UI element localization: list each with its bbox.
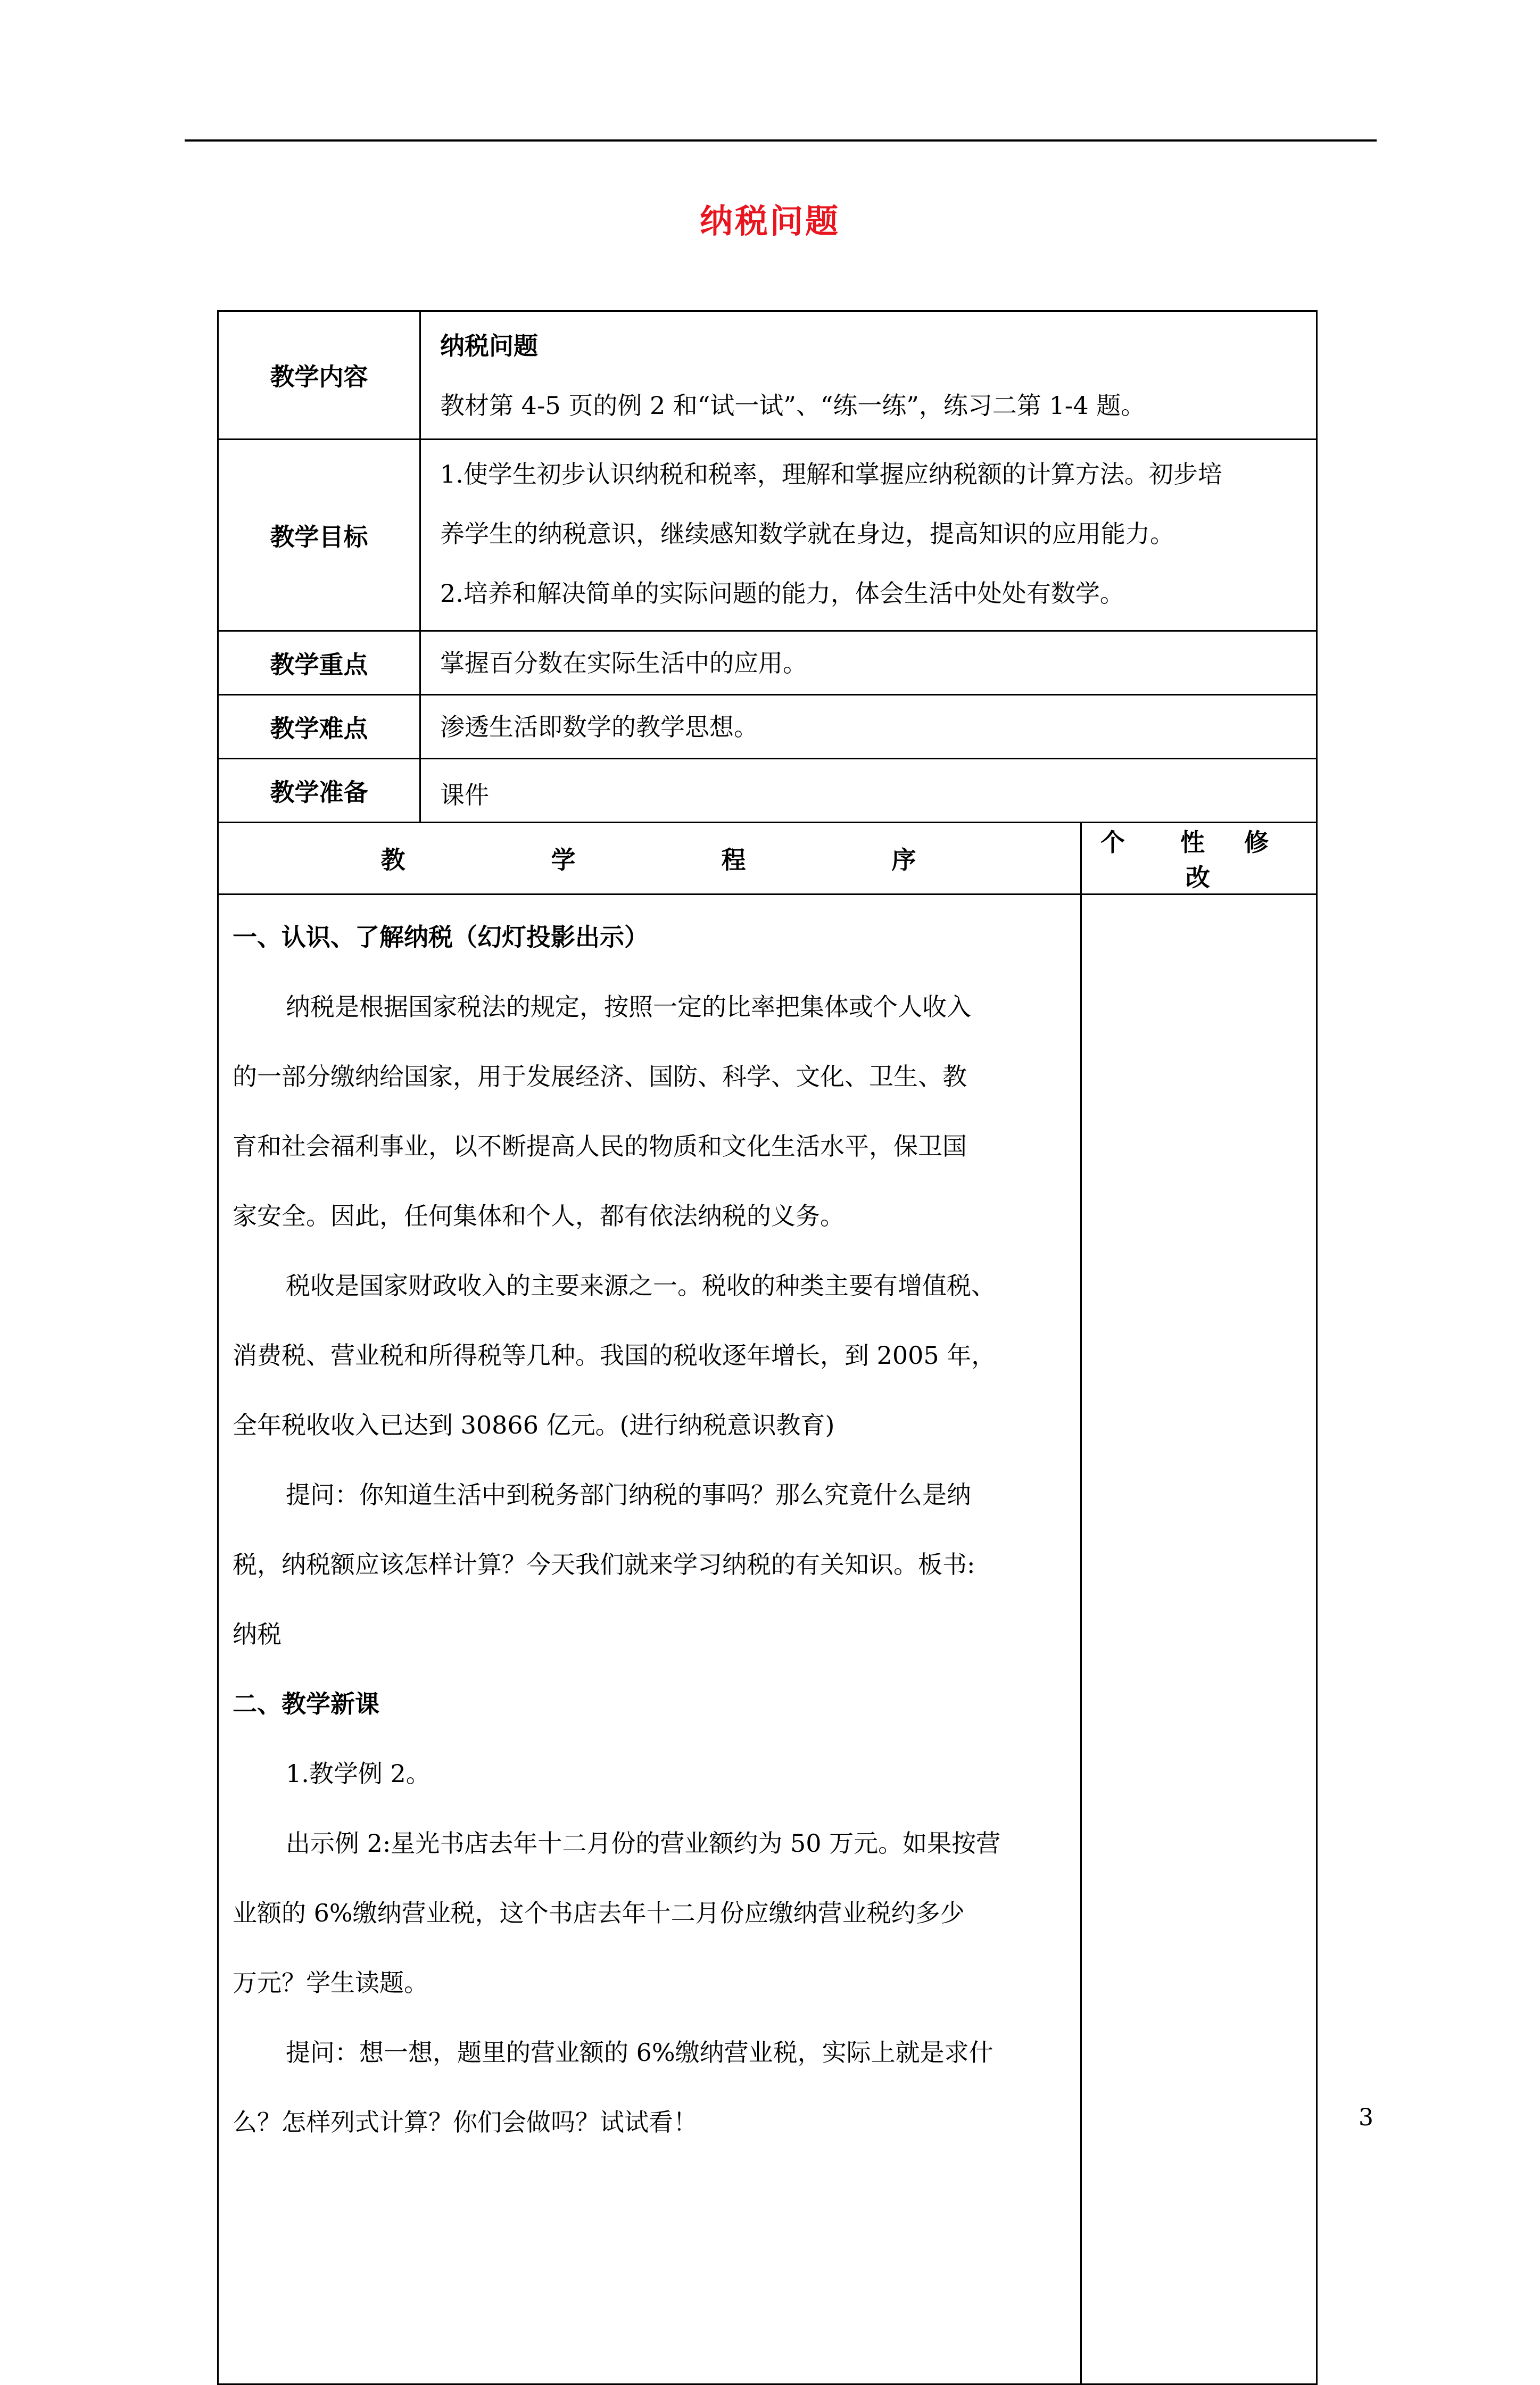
section-heading: 一、认识、了解纳税（幻灯投影出示） bbox=[233, 923, 649, 951]
teaching-content-title: 纳税问题 bbox=[440, 332, 538, 360]
notes-header-char: 修 bbox=[1244, 828, 1271, 857]
program-text-line: 业额的 6%缴纳营业税，这个书店去年十二月份应缴纳营业税约多少 bbox=[233, 1899, 965, 1927]
program-text-line: 提问：想一想，题里的营业额的 6%缴纳营业税，实际上就是求什 bbox=[286, 2038, 993, 2067]
program-text-line: 出示例 2:星光书店去年十二月份的营业额约为 50 万元。如果按营 bbox=[286, 1829, 1001, 1858]
program-text-line: 纳税是根据国家税法的规定，按照一定的比率把集体或个人收入 bbox=[286, 992, 971, 1021]
row-difficulties bbox=[218, 695, 1317, 759]
row-teaching-content bbox=[218, 311, 1317, 440]
page-number: 3 bbox=[1359, 2104, 1373, 2131]
row-program-header bbox=[218, 823, 1317, 895]
goal-line: 2.培养和解决简单的实际问题的能力，体会生活中处处有数学。 bbox=[440, 579, 1124, 608]
label-teaching-goals: 教学目标 bbox=[218, 440, 420, 631]
program-body bbox=[218, 895, 1081, 2384]
row-preparation bbox=[218, 759, 1317, 823]
program-text-line: 纳税 bbox=[233, 1620, 281, 1649]
program-text-line: 育和社会福利事业，以不断提高人民的物质和文化生活水平，保卫国 bbox=[233, 1132, 967, 1161]
program-text-line: 全年税收收入已达到 30866 亿元。(进行纳税意识教育) bbox=[233, 1411, 835, 1439]
notes-column bbox=[1081, 895, 1317, 2384]
row-key-points bbox=[218, 631, 1317, 695]
goal-line: 养学生的纳税意识，继续感知数学就在身边，提高知识的应用能力。 bbox=[440, 519, 1174, 548]
notes-header-char: 改 bbox=[1186, 863, 1212, 892]
key-points-text: 掌握百分数在实际生活中的应用。 bbox=[440, 648, 807, 677]
notes-header bbox=[1081, 823, 1317, 895]
teaching-content-cell bbox=[420, 311, 1317, 440]
teaching-content-desc: 教材第 4-5 页的例 2 和“试一试”、“练一练”，练习二第 1-4 题。 bbox=[440, 391, 1146, 420]
difficulties-text: 渗透生活即数学的教学思想。 bbox=[440, 712, 758, 741]
notes-header-char: 个 bbox=[1100, 828, 1127, 857]
program-text-line: 的一部分缴纳给国家，用于发展经济、国防、科学、文化、卫生、教 bbox=[233, 1062, 967, 1091]
program-text-line: 税收是国家财政收入的主要来源之一。税收的种类主要有增值税、 bbox=[286, 1271, 996, 1300]
label-teaching-content: 教学内容 bbox=[218, 311, 420, 440]
header-rule bbox=[185, 139, 1377, 142]
teaching-goals-cell bbox=[420, 440, 1317, 631]
program-text-line: 么？怎样列式计算？你们会做吗？试试看！ bbox=[233, 2108, 698, 2136]
difficulties-cell bbox=[420, 695, 1317, 759]
preparation-text: 课件 bbox=[440, 781, 489, 809]
program-header-char: 序 bbox=[891, 846, 918, 874]
label-difficulties: 教学难点 bbox=[218, 695, 420, 759]
notes-header-char: 性 bbox=[1180, 828, 1207, 857]
preparation-cell bbox=[420, 759, 1317, 823]
lesson-plan-table bbox=[217, 310, 1318, 2385]
label-key-points: 教学重点 bbox=[218, 631, 420, 695]
goal-line: 1.使学生初步认识纳税和税率，理解和掌握应纳税额的计算方法。初步培 bbox=[440, 460, 1222, 488]
program-text-line: 1.教学例 2。 bbox=[286, 1759, 430, 1788]
label-preparation: 教学准备 bbox=[218, 759, 420, 823]
document-title: 纳税问题 bbox=[699, 202, 840, 241]
program-header bbox=[218, 823, 1081, 895]
program-text-line: 税，纳税额应该怎样计算？今天我们就来学习纳税的有关知识。板书: bbox=[233, 1550, 975, 1579]
program-text-line: 消费税、营业税和所得税等几种。我国的税收逐年增长，到 2005 年， bbox=[233, 1341, 996, 1370]
program-text-line: 万元？学生读题。 bbox=[233, 1968, 428, 1997]
program-header-char: 教 bbox=[380, 846, 408, 874]
program-header-char: 程 bbox=[721, 846, 748, 874]
key-points-cell bbox=[420, 631, 1317, 695]
program-text-line: 家安全。因此，任何集体和个人，都有依法纳税的义务。 bbox=[233, 1202, 844, 1230]
program-header-char: 学 bbox=[551, 846, 578, 874]
row-program-body bbox=[218, 895, 1317, 2384]
section-heading: 二、教学新课 bbox=[233, 1690, 379, 1718]
program-text-line: 提问：你知道生活中到税务部门纳税的事吗？那么究竟什么是纳 bbox=[286, 1480, 971, 1509]
row-teaching-goals bbox=[218, 440, 1317, 631]
